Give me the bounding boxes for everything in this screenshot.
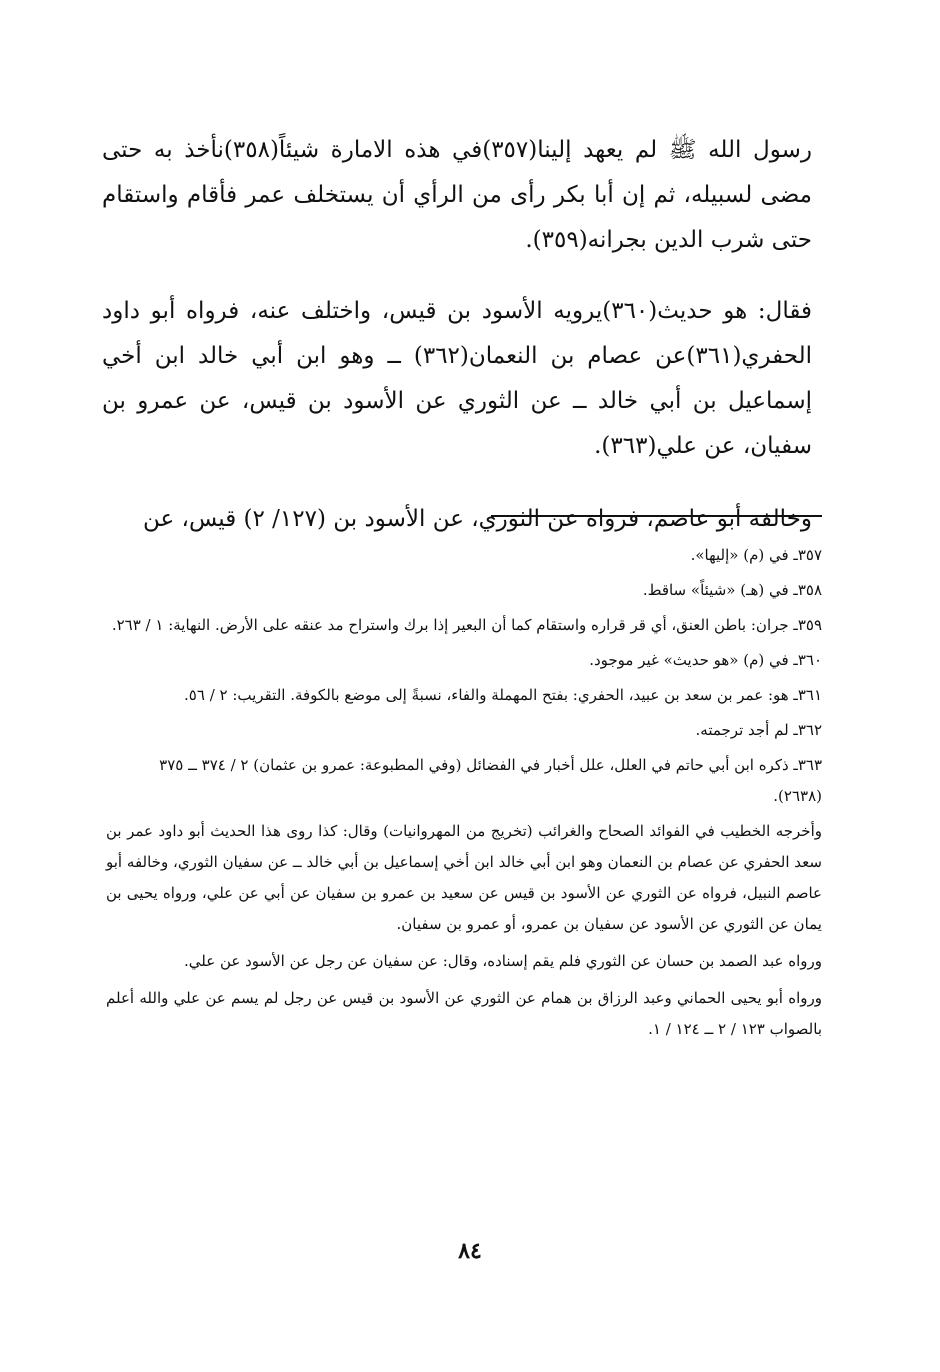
footnote-continuation: وأخرجه الخطيب في الفوائد الصحاح والغرائب (تخريج من المهروانيات) وقال: كذا روى هذا الحديث أبو داود عمر بن سعد الحفري عن عصام بن النعمان وهو ابن أبي خالد ابن أخي إسماعيل بن أبي خالد ــ عن سفيان الثوري، وخالفه أبو عاصم النبيل، فرواه عن الثوري عن الأسود بن قيس عن سعيد بن عمرو بن سفيان عن أبي عن علي، ورواه يحيى بن يمان عن الثوري عن الأسود عن سفيان بن عمرو، أو عمرو بن سفيان. [106, 822, 822, 933]
main-text [102, 128, 812, 542]
footnote: ٣٦٠ـ في (م) «هو حديث» غير موجود. [589, 651, 822, 669]
extended-notes [106, 816, 822, 1045]
footnote: ٣٦٣ـ ذكره ابن أبي حاتم في العلل، علل أخبار في الفضائل (وفي المطبوعة: عمرو بن عثمان) ٢ / ٣٧٤ ــ ٣٧٥ (٢٦٣٨). [159, 756, 822, 805]
page-number: ٨٤ [458, 1238, 482, 1264]
footnote: ٣٥٨ـ في (هـ) «شيئاً» ساقط. [642, 581, 822, 599]
main-paragraph: فقال: هو حديث(٣٦٠)يرويه الأسود بن قيس، واختلف عنه، فرواه أبو داود الحفري(٣٦١)عن عصام بن النعمان(٣٦٢) ــ وهو ابن أبي خالد ابن أخي إسماعيل بن أبي خالد ــ عن الثوري عن الأسود بن قيس، عن عمرو بن سفيان، عن علي(٣٦٣). [102, 298, 812, 459]
main-paragraph: رسول الله ﷺ لم يعهد إلينا(٣٥٧)في هذه الامارة شيئاً(٣٥٨)نأخذ به حتى مضى لسبيله، ثم إن أبا بكر رأى من الرأي أن يستخلف عمر فأقام واستقام حتى شرب الدين بجرانه(٣٥٩). [102, 137, 812, 253]
footnote: ٣٥٧ـ في (م) «إليها». [690, 546, 822, 564]
footnote: ٣٥٩ـ جران: باطن العنق، أي قر قراره واستقام كما أن البعير إذا برك واستراح مد عنقه على الأرض. النهاية: ١ / ٢٦٣. [111, 616, 822, 634]
footnote-continuation: ورواه عبد الصمد بن حسان عن الثوري فلم يقم إسناده، وقال: عن سفيان عن رجل عن الأسود عن علي. [184, 952, 822, 970]
footnote: ٣٦١ـ هو: عمر بن سعد بن عبيد، الحفري: بفتح المهملة والفاء، نسبةً إلى موضع بالكوفة. التقريب: ٢ / ٥٦. [184, 686, 822, 704]
footnote-continuation: ورواه أبو يحيى الحماني وعبد الرزاق بن همام عن الثوري عن الأسود بن قيس عن رجل لم يسم عن علي والله أعلم بالصواب ١٢٣ / ٢ ــ ١٢٤ / ١. [106, 989, 822, 1038]
footnote: ٣٦٢ـ لم أجد ترجمته. [695, 721, 822, 739]
footnote-separator [491, 515, 822, 517]
main-paragraph: وخالفه أبو عاصم، فرواه عن الثوري، عن الأسود بن (١٢٧/ ٢) قيس، عن [142, 506, 812, 532]
footnotes [106, 540, 822, 1045]
